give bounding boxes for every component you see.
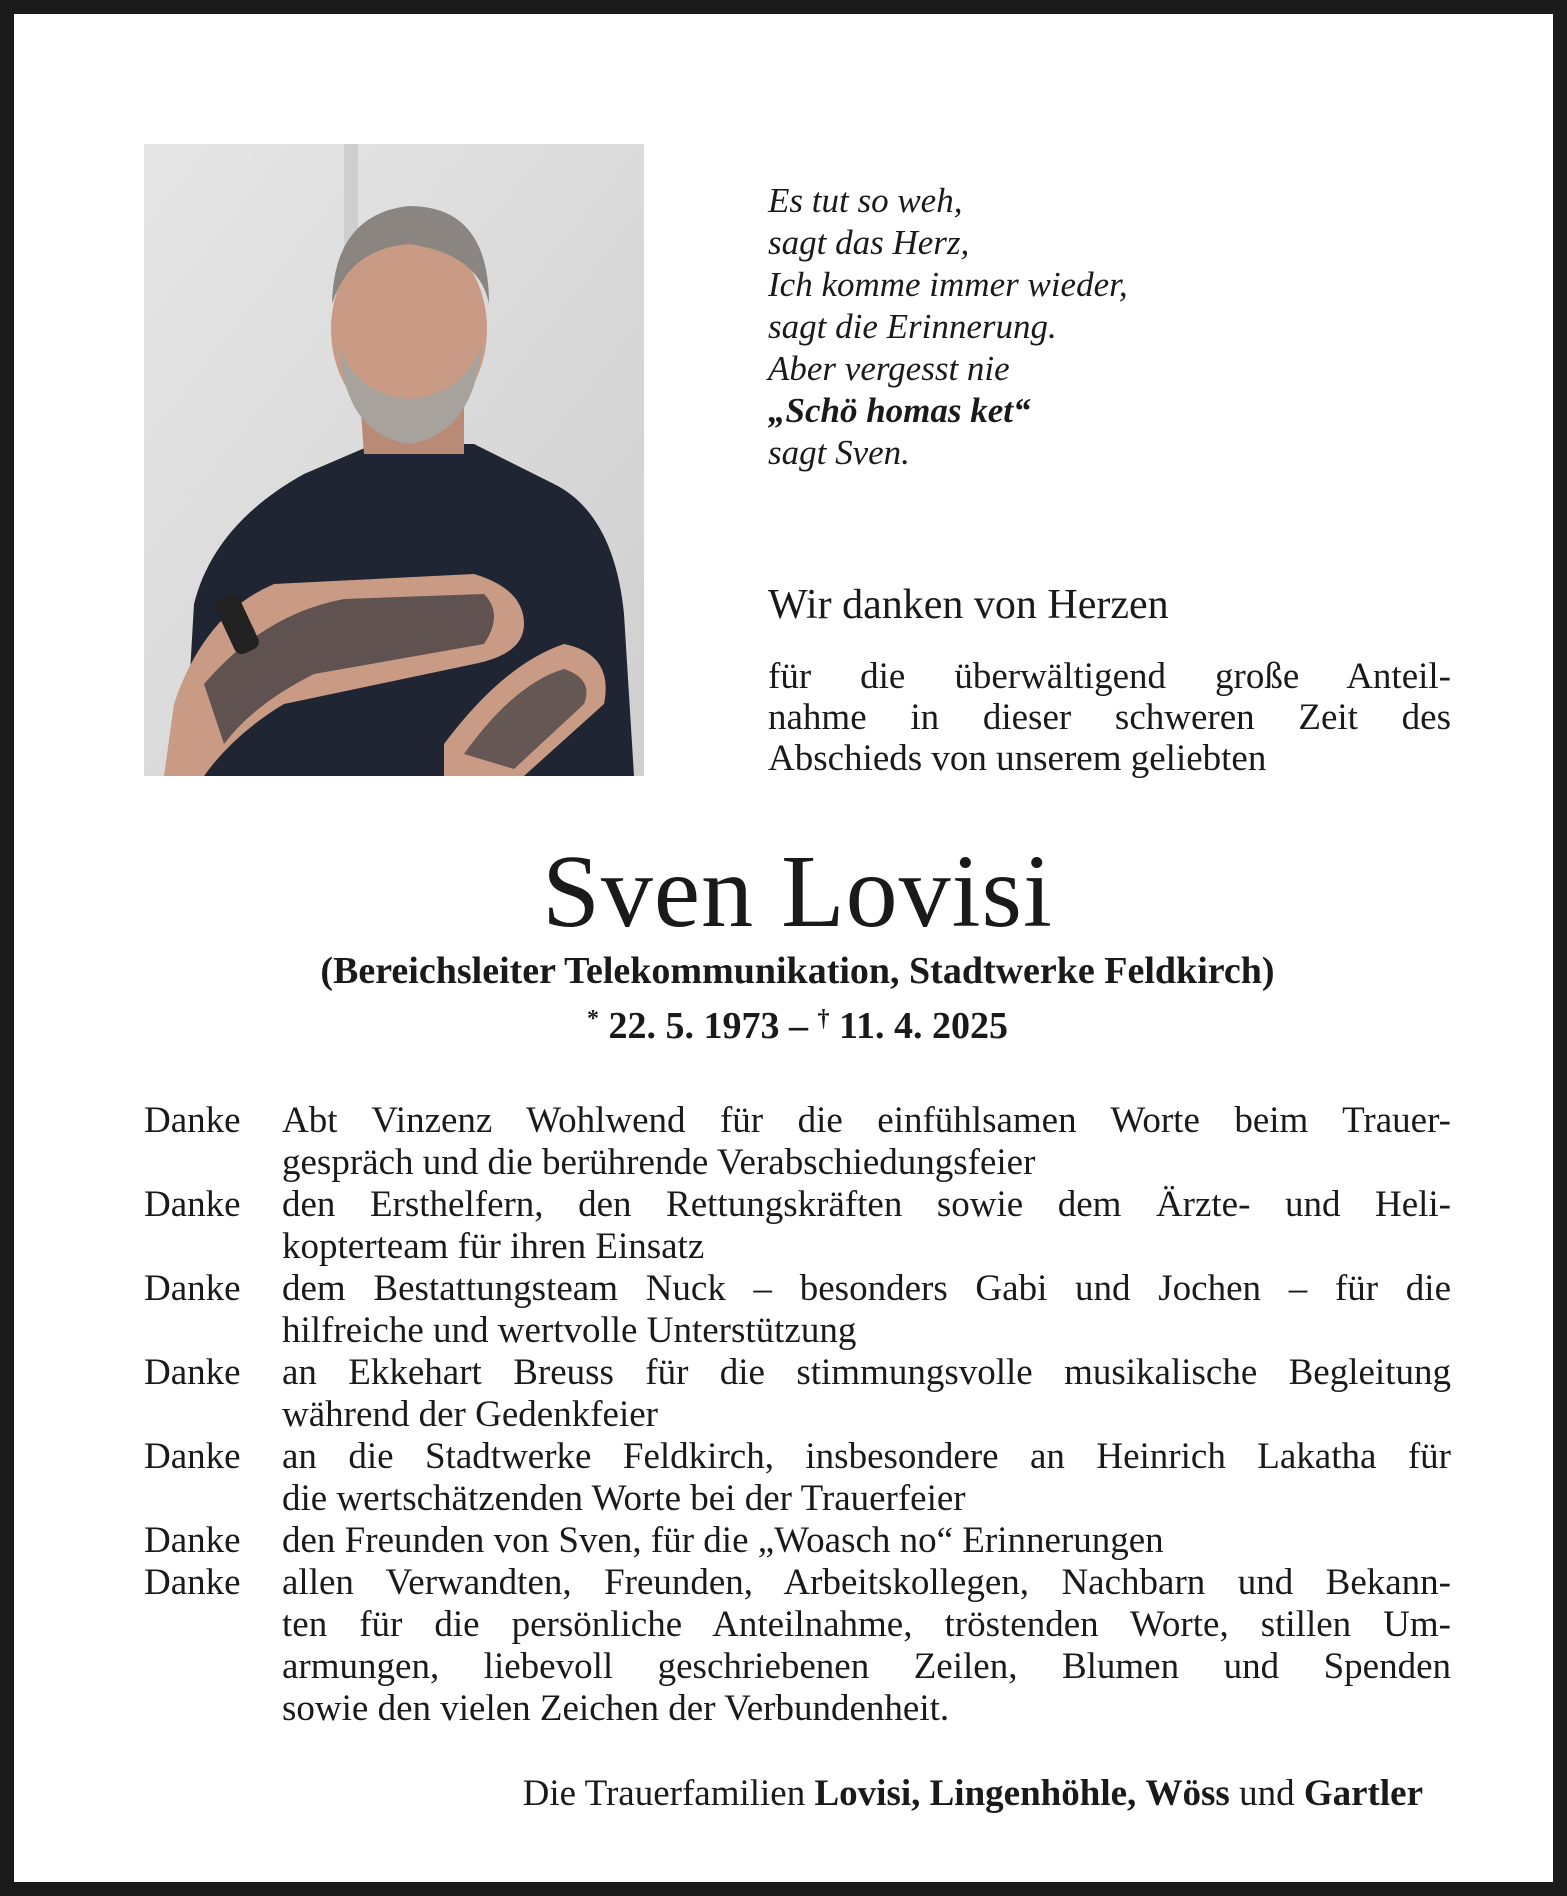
danke-line: an Ekkehart Breuss für die stimmungsvolle musikalische Begleitung	[282, 1352, 1451, 1393]
danke-item	[144, 1520, 1451, 1562]
signature-conjunction: und	[1239, 1773, 1295, 1814]
birth-symbol: *	[587, 1006, 600, 1032]
portrait-image	[144, 144, 644, 776]
danke-label: Danke	[144, 1520, 241, 1561]
life-dates	[14, 996, 1567, 1049]
danke-line: Abt Vinzenz Wohlwend für die einfühlsamen Worte beim Trauer-	[282, 1100, 1451, 1141]
danke-line: den Ersthelfern, den Rettungskräften sowie dem Ärzte- und Heli-	[282, 1184, 1451, 1225]
deceased-role: (Bereichsleiter Telekommunikation, Stadtwerke Feldkirch)	[320, 950, 1275, 992]
danke-line: dem Bestattungsteam Nuck – besonders Gabi und Jochen – für die	[282, 1268, 1451, 1309]
family-name: Wöss	[1145, 1773, 1230, 1814]
danke-label: Danke	[144, 1436, 241, 1477]
danke-line: die wertschätzenden Worte bei der Trauerfeier	[282, 1478, 966, 1519]
danke-text	[282, 1352, 1451, 1436]
danke-list	[144, 1100, 1451, 1730]
portrait-photo	[144, 144, 644, 776]
death-date: 11. 4. 2025	[839, 1005, 1008, 1047]
danke-text	[282, 1520, 1451, 1562]
danke-label: Danke	[144, 1184, 241, 1225]
danke-item	[144, 1100, 1451, 1184]
danke-line: gespräch und die berührende Verabschiedungsfeier	[282, 1142, 1036, 1183]
date-separator: –	[779, 1005, 818, 1047]
danke-label: Danke	[144, 1352, 241, 1393]
danke-line: während der Gedenkfeier	[282, 1394, 658, 1435]
poem-quote: „Schö homas ket“	[768, 391, 1031, 430]
signature-prefix: Die Trauerfamilien	[522, 1773, 806, 1814]
danke-line: den Freunden von Sven, für die „Woasch no“ Erinnerungen	[282, 1520, 1164, 1561]
family-name: Lingenhöhle,	[929, 1773, 1137, 1814]
thanks-line: Abschieds von unserem geliebten	[768, 738, 1267, 779]
danke-line: hilfreiche und wertvolle Unterstützung	[282, 1310, 857, 1351]
danke-label: Danke	[144, 1100, 241, 1141]
poem-line: Ich komme immer wieder,	[768, 265, 1128, 304]
danke-line: sowie den vielen Zeichen der Verbundenheit.	[282, 1688, 950, 1729]
danke-text	[282, 1184, 1451, 1268]
death-symbol: †	[817, 1006, 830, 1032]
danke-line: kopterteam für ihren Einsatz	[282, 1226, 705, 1267]
danke-text	[282, 1436, 1451, 1520]
danke-item	[144, 1352, 1451, 1436]
danke-text	[282, 1100, 1451, 1184]
danke-text	[282, 1562, 1451, 1730]
thanks-line: nahme in dieser schweren Zeit des	[768, 697, 1451, 738]
poem-line: Aber vergesst nie	[768, 349, 1010, 388]
signature	[523, 1772, 1423, 1816]
danke-item	[144, 1268, 1451, 1352]
danke-line: an die Stadtwerke Feldkirch, insbesondere an Heinrich Lakatha für	[282, 1436, 1451, 1477]
danke-item	[144, 1562, 1451, 1730]
danke-line: allen Verwandten, Freunden, Arbeitskollegen, Nachbarn und Bekann-	[282, 1562, 1451, 1603]
danke-item	[144, 1184, 1451, 1268]
poem-line: Es tut so weh,	[768, 181, 963, 220]
poem-line: sagt Sven.	[768, 433, 910, 472]
danke-label: Danke	[144, 1268, 241, 1309]
thanks-heading: Wir danken von Herzen	[768, 582, 1169, 628]
danke-line: armungen, liebevoll geschriebenen Zeilen, Blumen und Spenden	[282, 1646, 1451, 1687]
family-name: Gartler	[1303, 1773, 1423, 1814]
danke-item	[144, 1436, 1451, 1520]
danke-line: ten für die persönliche Anteilnahme, tröstenden Worte, stillen Um-	[282, 1604, 1451, 1645]
danke-text	[282, 1268, 1451, 1352]
thanks-line: für die überwältigend große Anteil-	[768, 656, 1451, 697]
family-name: Lovisi,	[814, 1773, 921, 1814]
poem-line: sagt das Herz,	[768, 223, 970, 262]
danke-label: Danke	[144, 1562, 241, 1603]
poem-line: sagt die Erinnerung.	[768, 307, 1057, 346]
poem	[768, 180, 1128, 474]
thanks-text	[768, 656, 1451, 779]
deceased-name: Sven Lovisi	[542, 834, 1053, 949]
birth-date: 22. 5. 1973	[608, 1005, 780, 1047]
